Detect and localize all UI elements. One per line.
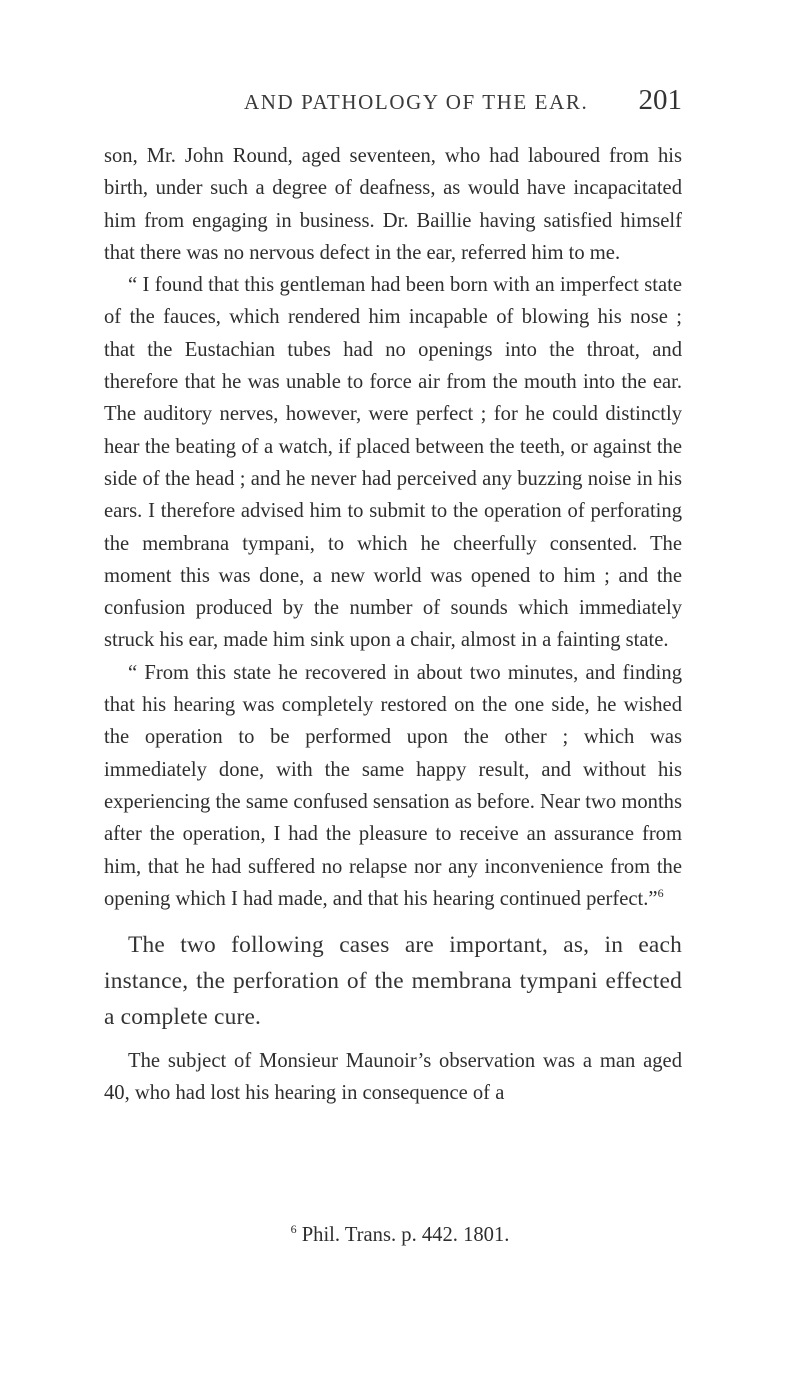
footnote-reference: 6	[657, 885, 664, 900]
paragraph-1: son, Mr. John Round, aged seventeen, who had laboured from his birth, under such a degree of deafness, as would have incapacitated him from engaging in business. Dr. Baillie having satisfied himself that there was no nervous defect in the ear, referred him to me.	[104, 145, 682, 264]
running-head	[0, 84, 800, 124]
footnote	[0, 1224, 800, 1247]
paragraph-3	[104, 657, 682, 915]
paragraph-2: “ I found that this gentleman had been born with an imperfect state of the fauces, which rendered him incapable of blowing his nose ; that the Eustachian tubes had no openings into the throat, and therefore that he was unable to force air from the mouth into the ear. The auditory nerves, however, were perfect ; for he could distinctly hear the beating of a watch, if placed between the teeth, or against the side of the head ; and he never had perceived any buzzing noise in his ears. I therefore advised him to submit to the operation of perforating the membrana tympani, to which he cheerfully consented. The moment this was done, a new world was opened to him ; and the confusion produced by the number of sounds which immediately struck his ear, made him sink upon a chair, almost in a fainting state.	[104, 274, 682, 652]
paragraph-3-text: “ From this state he recovered in about two minutes, and finding that his hearing was completely restored on the one side, he wished the operation to be performed upon the other ; which was immediately done, with the same happy result, and without his experiencing the same confused sensation as before. Near two months after the operation, I had the pleasure to receive an assurance from him, that he had suffered no relapse nor any inconvenience from the opening which I had made, and that his hearing continued perfect.”	[104, 661, 682, 910]
body-text	[104, 140, 682, 1110]
footnote-marker: 6	[290, 1222, 297, 1237]
paragraph-4: The two following cases are important, as, in each instance, the perforation of the membrana tympani effected a complete cure.	[104, 932, 682, 1031]
paragraph-5: The subject of Monsieur Maunoir’s observation was a man aged 40, who had lost his hearing in consequence of a	[104, 1050, 682, 1105]
running-title: AND PATHOLOGY OF THE EAR.	[244, 90, 589, 114]
footnote-text: Phil. Trans. p. 442. 1801.	[296, 1224, 510, 1246]
page-number: 201	[638, 84, 682, 116]
